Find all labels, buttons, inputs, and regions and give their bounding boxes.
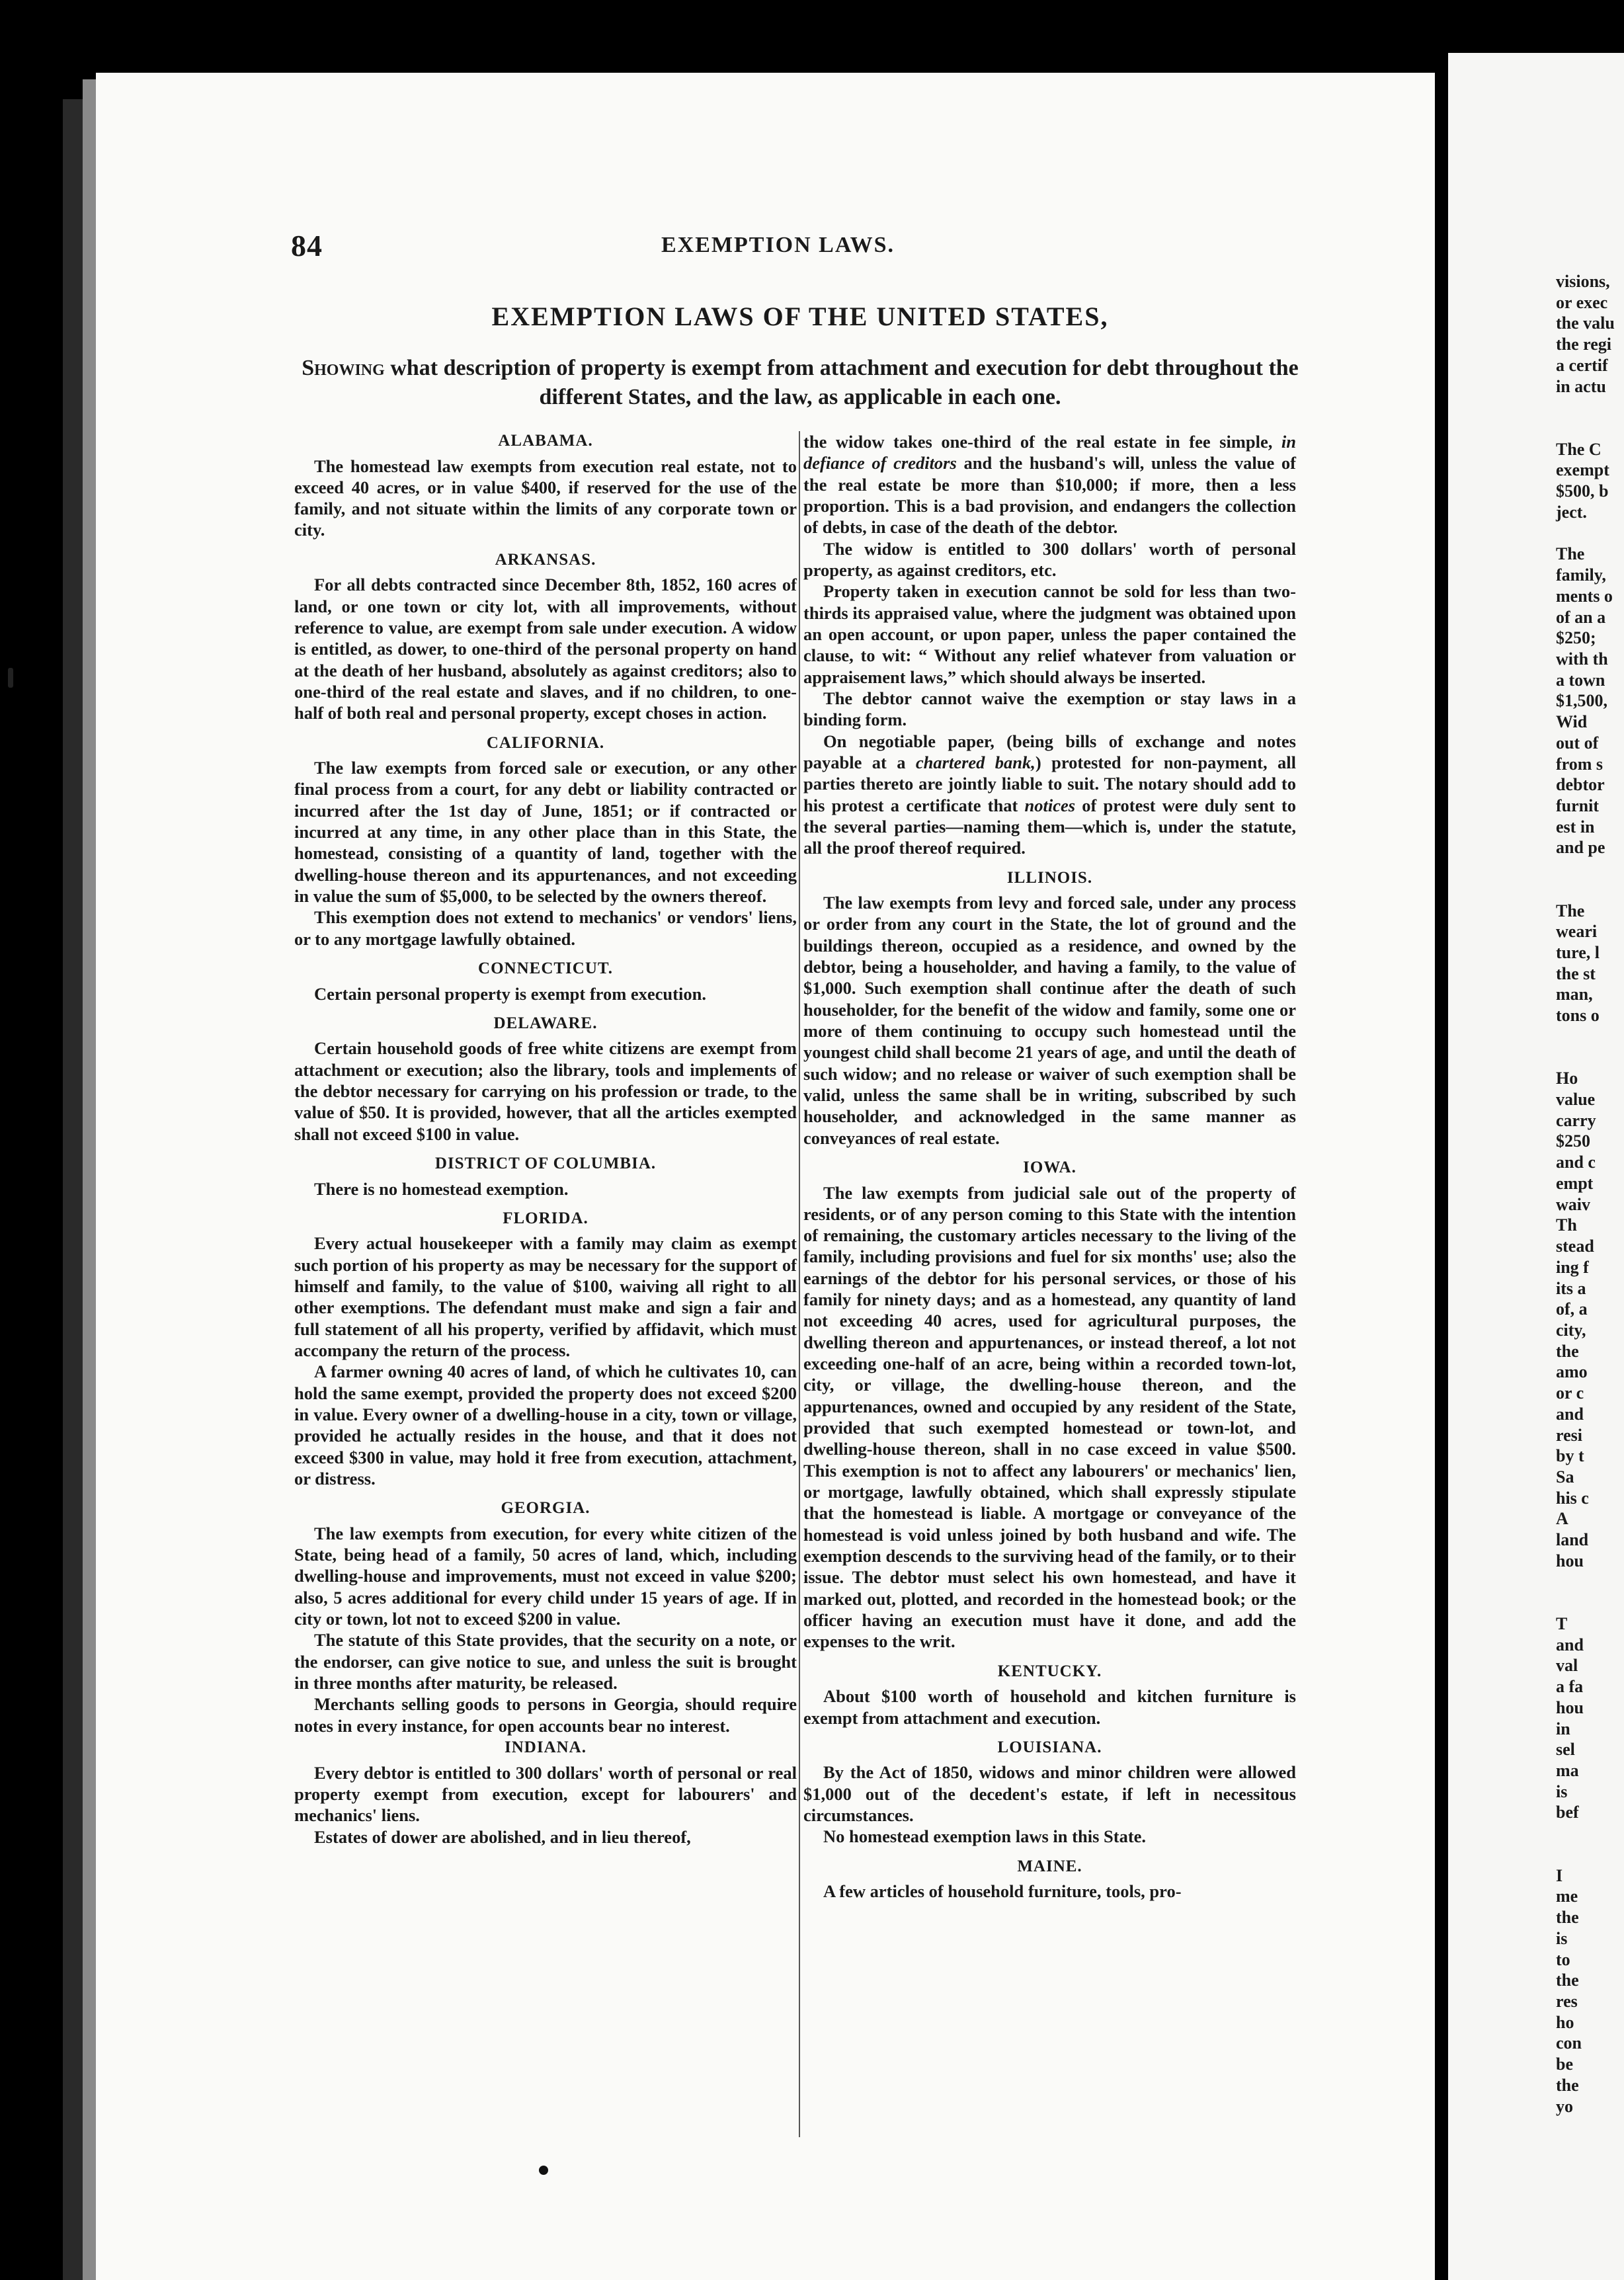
section-heading-district-of-columbia: DISTRICT OF COLUMBIA. — [434, 1155, 657, 1173]
page-gutter — [1435, 0, 1448, 2280]
paragraph: By the Act of 1850, widows and minor children were allowed $1,000 out of the decedent's estate, if left in necessitous circumstances. — [803, 1762, 1296, 1826]
section-heading-iowa: IOWA. — [1023, 1159, 1076, 1176]
paragraph: Certain personal property is exempt from execution. — [314, 983, 706, 1004]
paragraph: The statute of this State provides, that the security on a note, or the endorser, can give notice to sue, and unless the suit is brought in three months after maturity, be released. — [294, 1630, 797, 1693]
italic-text: chartered bank, — [915, 752, 1035, 772]
paragraph: This exemption does not extend to mechanics' or vendors' liens, or to any mortgage lawfully obtained. — [294, 907, 797, 949]
paragraph: About $100 worth of household and kitchen furniture is exempt from attachment and execution. — [803, 1686, 1296, 1728]
book-spine-edge — [83, 79, 96, 2280]
right-column — [803, 431, 1296, 1902]
paragraph: Every actual housekeeper with a family may claim as exempt such portion of his property as may be necessary for the support of himself and family, to the value of $100, waiving all right to all other exemptions. The defendant must make and sign a fair and full statement of all his property, verified by affidavit, which must accompany the return of the process. — [294, 1233, 797, 1360]
section-heading-georgia: GEORGIA. — [501, 1499, 590, 1518]
scan-blot — [8, 668, 13, 688]
section-heading-connecticut: CONNECTICUT. — [478, 959, 613, 978]
ink-dot — [539, 2166, 548, 2175]
text-run: On negotiable paper, (being bills of exchange and notes payable at a — [803, 731, 1296, 772]
paragraph: A few articles of household furniture, tools, pro- — [823, 1881, 1182, 1902]
book-spine — [63, 99, 83, 2280]
section-heading-alabama: ALABAMA. — [498, 432, 593, 450]
paragraph: The homestead law exempts from execution real estate, not to exceed 40 acres, or in value $400, if reserved for the use of the family, and not situate within the limits of any corporate town or city. — [294, 456, 797, 540]
paragraph: The debtor cannot waive the exemption or stay laws in a binding form. — [803, 688, 1296, 730]
page-number: 84 — [291, 229, 323, 263]
paragraph — [803, 431, 1296, 538]
italic-text: in defiance of creditors — [803, 432, 1296, 473]
paragraph: The law exempts from levy and forced sale, under any process or order from any court in the State, the lot of ground and the buildings thereon, occupied as a residence, and owned by the debtor, being a householder, and having a family, to the value of $1,000. Such exemption shall continue after the death of such householder, for the benefit of the widow and family, some one or more of them continuing to occupy such homestead until the youngest child shall become 21 years of age, and until the death of such widow; and no release or waiver of such exemption shall be valid, unless the same shall be in writing, subscribed by such householder, and acknowledged in the same manner as conveyances of real estate. — [803, 893, 1296, 1148]
paragraph: The widow is entitled to 300 dollars' worth of personal property, as against creditors, etc. — [803, 538, 1296, 580]
text-run: of protest were duly sent to the several parties—naming them—which is, under the statute, all the proof thereof required. — [803, 795, 1296, 858]
paragraph: Every debtor is entitled to 300 dollars' worth of personal or real property exempt from execution, except for labourers' and mechanics' liens. — [294, 1762, 797, 1826]
facing-page-text: visions, or exec the valu the regi a certif in actu The C exempt $500, b ject. The family, ments o of an a $250; with th a town $1,500, Wid out of from s debtor furnit est in and pe The weari ture, l the st man, tons o Ho value carry $250 and c empt waiv Th stead ing f its a of, a city, the amo or c and resi by t Sa his c A land hou T and val a fa hou in sel ma is bef I me the is to the res ho con be the yo — [1556, 272, 1615, 2116]
text-run: the widow takes one-third of the real estate in fee simple, — [803, 432, 1281, 452]
paragraph: The law exempts from execution, for every white citizen of the State, being head of a family, 50 acres of land, which, including dwelling-house and improvements, must not exceed in value $200; also, 5 acres additional for every child under 15 years of age. If in city or town, lot not to exceed $200 in value. — [294, 1523, 797, 1629]
paragraph: No homestead exemption laws in this State. — [823, 1826, 1147, 1847]
text-run: ) protested for non-payment, all parties thereto are jointly liable to suit. The notary should add to his protest a certificate that — [803, 752, 1296, 815]
section-heading-california: CALIFORNIA. — [486, 733, 605, 752]
section-heading-louisiana: LOUISIANA. — [997, 1738, 1102, 1756]
page-subtitle — [291, 354, 1309, 412]
paragraph: Certain household goods of free white citizens are exempt from attachment or execution; also the library, tools and implements of the debtor necessary for carrying on his profession or trade, to the value of $50. It is provided, however, that all the articles exempted shall not exceed $100 in value. — [294, 1038, 797, 1144]
section-heading-maine: MAINE. — [1017, 1857, 1082, 1875]
paragraph: There is no homestead exemption. — [314, 1178, 569, 1199]
section-heading-kentucky: KENTUCKY. — [997, 1662, 1102, 1680]
paragraph: The law exempts from forced sale or execution, or any other final process from a court, for any debt or liability contracted or incurred after the 1st day of June, 1851; or if contracted or incurred at any time, in any other place than in this State, the homestead, consisting of a quantity of land, together with the dwelling-house thereon and its appurtenances, and not exceeding in value the sum of $5,000, to be selected by the owners thereof. — [294, 758, 797, 907]
text-run: and the husband's will, unless the value of the real estate be more than $10,000; if more, then a less proportion. This is a bad provision, and endangers the collection of debts, in case of the death of the debtor. — [803, 453, 1296, 538]
section-heading-arkansas: ARKANSAS. — [495, 550, 596, 569]
page-title: EXEMPTION LAWS OF THE UNITED STATES, — [491, 302, 1109, 331]
paragraph: For all debts contracted since December 8th, 1852, 160 acres of land, or one town or city lot, with all improvements, without reference to value, are exempt from sale under execution. A widow is entitled, as dower, to one-third of the personal property on hand at the death of her husband, absolutely as against creditors; also to one-third of the real estate and slaves, and if no children, to one-half of both real and personal property, except choses in action. — [294, 575, 797, 723]
paragraph: Merchants selling goods to persons in Georgia, should require notes in every instance, for open accounts bear no interest. — [294, 1694, 797, 1736]
running-head: EXEMPTION LAWS. — [661, 233, 895, 257]
section-heading-illinois: ILLINOIS. — [1006, 868, 1093, 887]
paragraph: Property taken in execution cannot be sold for less than two-thirds its appraised value, where the judgment was obtained upon an open account, or upon paper, unless the paper contained the clause, to wit: “ Without any relief whatever from valuation or appraisement laws,” which should always be inserted. — [803, 581, 1296, 687]
section-heading-delaware: DELAWARE. — [493, 1014, 598, 1032]
column-rule — [799, 431, 800, 2137]
subtitle-lead: Showing — [302, 356, 385, 380]
subtitle-text: what description of property is exempt from attachment and execution for debt throughout the different States, and the law, as applicable in each one. — [384, 356, 1299, 410]
section-heading-florida: FLORIDA. — [503, 1209, 589, 1227]
paragraph: A farmer owning 40 acres of land, of which he cultivates 10, can hold the same exempt, provided the property does not exceed $200 in value. Every owner of a dwelling-house in a city, town or village, provided he actually resides in the house, and that it does not exceed $300 in value, may hold it free from execution, attachment, or distress. — [294, 1362, 797, 1488]
paragraph — [803, 731, 1296, 859]
paragraph: The law exempts from judicial sale out of the property of residents, or of any person coming to this State with the intention of remaining, the customary articles necessary to the living of the family, including provisions and fuel for six months' use; also the earnings of the debtor for his personal services, or those of his family for ninety days; and as a homestead, any quantity of land not exceeding 40 acres, used for agricultural purposes, the dwelling thereon and appurtenances, or instead thereof, a lot not exceeding one-half of an acre, being within a recorded town-lot, city, or village, the dwelling-house thereon, and the appurtenances, owned and occupied by any resident of the State, provided that such exempted homestead or town-lot, and dwelling-house thereon, shall in no case exceed in value $500. This exemption is not to affect any labourers' or mechanics' lien, or mortgage, lawfully obtained, which shall expressly stipulate that the homestead is liable. A mortgage or conveyance of the homestead is void unless joined by both husband and wife. The exemption descends to the surviving head of the family, or to their issue. The debtor must select his own homestead, and have it marked out, plotted, and recorded in the homestead book; or the officer having an execution must have it done, and add the expenses to the writ. — [803, 1182, 1296, 1652]
section-heading-indiana: INDIANA. — [505, 1738, 587, 1757]
paragraph: Estates of dower are abolished, and in lieu thereof, — [314, 1826, 691, 1847]
left-column — [294, 431, 797, 1848]
italic-text: notices — [1024, 795, 1076, 815]
